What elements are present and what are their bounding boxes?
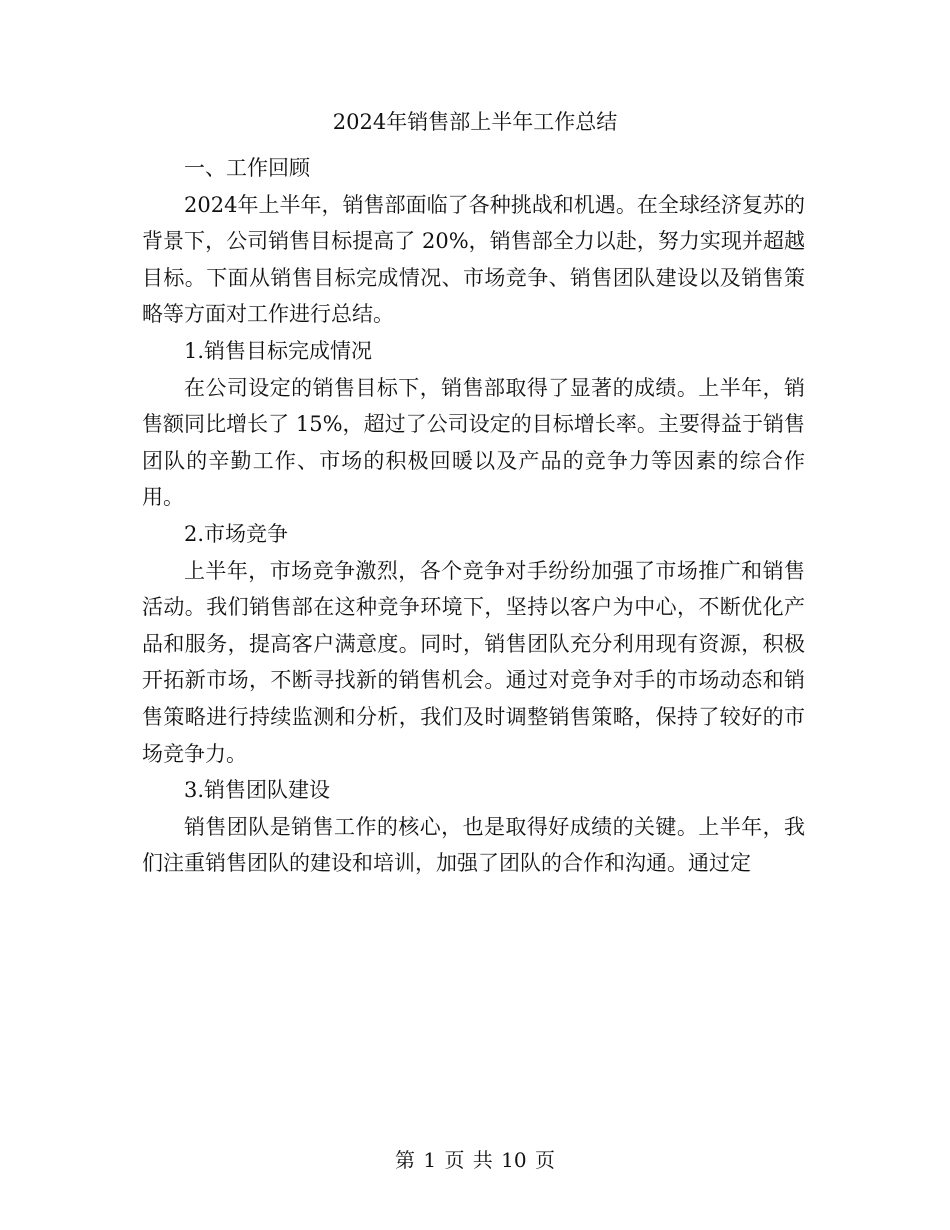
- paragraph-market-competition: 上半年，市场竞争激烈，各个竞争对手纷纷加强了市场推广和销售活动。我们销售部在这种竞争环境下，坚持以客户为中心，不断优化产品和服务，提高客户满意度。同时，销售团队充分利用现有资源，积极开拓新市场，不断寻找新的销售机会。通过对竞争对手的市场动态和销售策略进行持续监测和分析，我们及时调整销售策略，保持了较好的市场竞争力。: [142, 558, 805, 766]
- subheading-market-competition: 2.市场竞争: [184, 521, 289, 546]
- subheading-team-building: 3.销售团队建设: [184, 778, 331, 803]
- document-body: [142, 150, 805, 882]
- document-title: 2024年销售部上半年工作总结: [332, 110, 618, 134]
- subheading-sales-target: 1.销售目标完成情况: [184, 338, 373, 363]
- paragraph-overview: 2024年上半年，销售部面临了各种挑战和机遇。在全球经济复苏的背景下，公司销售目标提高了 20%，销售部全力以赴，努力实现并超越目标。下面从销售目标完成情况、市场竞争、销售团队建设以及销售策略等方面对工作进行总结。: [142, 192, 805, 327]
- page-number-footer: 第 1 页 共 10 页: [395, 1148, 555, 1172]
- paragraph-team-building: 销售团队是销售工作的核心，也是取得好成绩的关键。上半年，我们注重销售团队的建设和培训，加强了团队的合作和沟通。通过定: [142, 814, 805, 876]
- paragraph-sales-target: 在公司设定的销售目标下，销售部取得了显著的成绩。上半年，销售额同比增长了 15%，超过了公司设定的目标增长率。主要得益于销售团队的辛勤工作、市场的积极回暖以及产品的竞争力等因素的综合作用。: [142, 375, 805, 510]
- section-heading-review: 一、工作回顾: [184, 156, 310, 180]
